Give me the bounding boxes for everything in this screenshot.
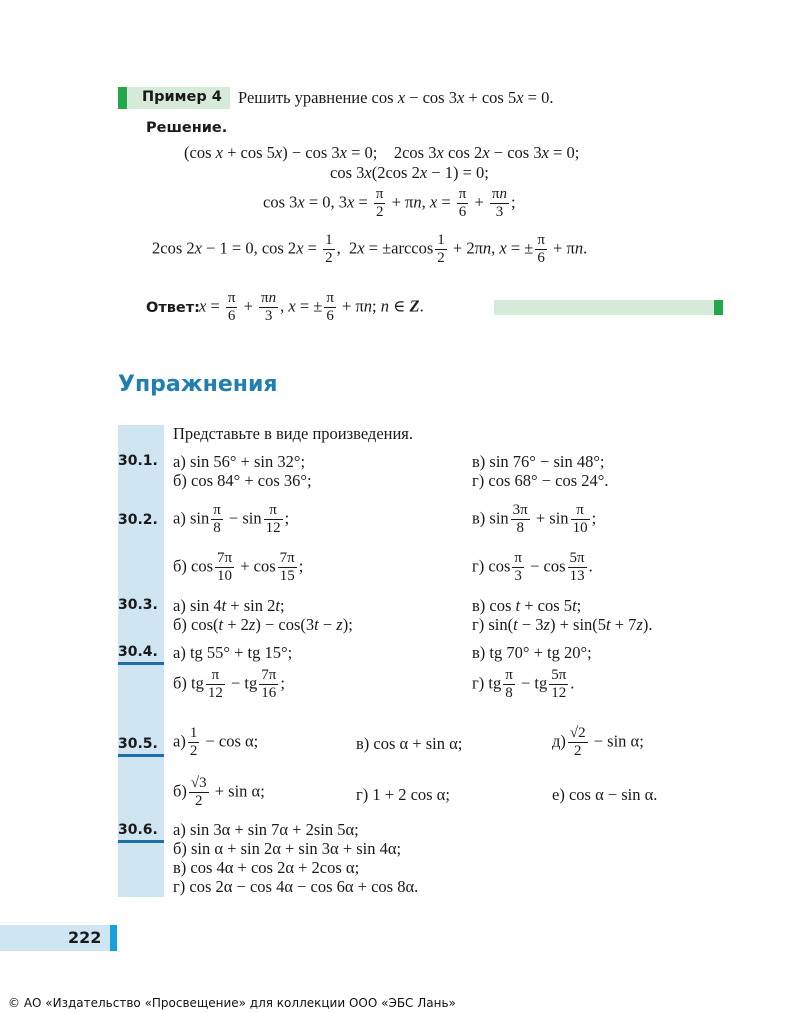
exercise-item: г) cos 68° − cos 24°. — [472, 471, 609, 490]
example-label: Пример 4 — [142, 89, 222, 105]
exercise-number: 30.5. — [118, 736, 158, 752]
answer-label: Ответ: — [146, 300, 200, 316]
exercise-item: д) $\frac{√2}{2}$ − sin α; — [552, 725, 644, 759]
exercise-number: 30.2. — [118, 512, 158, 528]
exercise-underline — [118, 662, 164, 665]
solution-label: Решение. — [146, 120, 228, 136]
exercise-item: в) cos α + sin α; — [356, 734, 463, 753]
page-number: 222 — [68, 928, 102, 947]
copyright-notice: © АО «Издательство «Просвещение» для коллекции ООО «ЭБС Лань» — [8, 996, 456, 1010]
page-number-accent — [110, 925, 117, 951]
exercise-item: б) sin α + sin 2α + sin 3α + sin 4α; — [173, 839, 402, 858]
solution-line-4: 2cos 2x − 1 = 0, cos 2x = $\frac{1}{2}$ , 2x = ±arccos $\frac{1}{2}$ + 2πn, x = ± $\frac{\pi}{6}$ + πn. — [152, 232, 588, 266]
exercise-item: е) cos α − sin α. — [552, 785, 658, 804]
answer-bar — [494, 300, 714, 315]
exercise-item: а) sin $\frac{\pi}{8}$ − sin $\frac{\pi}{12}$ ; — [173, 502, 290, 536]
exercise-item: в) sin $\frac{3\pi}{8}$ + sin $\frac{\pi}{10}$ ; — [472, 502, 597, 536]
exercise-item: г) tg $\frac{\pi}{8}$ − tg $\frac{5\pi}{12}$ . — [472, 667, 575, 701]
exercise-item: в) cos 4α + cos 2α + 2cos α; — [173, 858, 360, 877]
section-title: Упражнения — [118, 372, 278, 397]
exercise-item: г) cos 2α − cos 4α − cos 6α + cos 8α. — [173, 877, 419, 896]
example-statement: Решить уравнение cos x − cos 3x + cos 5x = 0. — [238, 88, 554, 107]
exercise-item: б) cos 84° + cos 36°; — [173, 471, 312, 490]
solution-line-2: cos 3x(2cos 2x − 1) = 0; — [330, 163, 489, 182]
exercise-underline — [118, 840, 164, 843]
exercise-item: в) tg 70° + tg 20°; — [472, 643, 592, 662]
exercise-item: а) sin 3α + sin 7α + 2sin 5α; — [173, 820, 359, 839]
exercise-item: а) tg 55° + tg 15°; — [173, 643, 293, 662]
solution-line-1: (cos x + cos 5x) − cos 3x = 0; 2cos 3x cos 2x − cos 3x = 0; — [184, 143, 580, 162]
example-marker — [118, 87, 127, 109]
exercise-item: б) tg $\frac{\pi}{12}$ − tg $\frac{7\pi}{16}$ ; — [173, 667, 285, 701]
exercise-item: а) sin 56° + sin 32°; — [173, 452, 306, 471]
exercise-item: г) 1 + 2 cos α; — [356, 785, 450, 804]
exercise-item: а) sin 4t + sin 2t; — [173, 596, 285, 615]
exercise-item: а) $\frac{1}{2}$ − cos α; — [173, 725, 259, 759]
exercise-number: 30.1. — [118, 453, 158, 469]
exercise-item: б) cos(t + 2z) − cos(3t − z); — [173, 615, 353, 634]
answer: x = $\frac{\pi}{6}$ + $\frac{\pi n}{3}$ , x = ± $\frac{\pi}{6}$ + πn; n ∈ Z. — [199, 290, 424, 324]
solution-line-3: cos 3x = 0, 3x = $\frac{\pi}{2}$ + πn, x = $\frac{\pi}{6}$ + $\frac{\pi n}{3}$ ; — [263, 186, 516, 220]
answer-bar-end — [714, 300, 723, 315]
exercise-item: г) sin(t − 3z) + sin(5t + 7z). — [472, 615, 653, 634]
exercise-item: в) cos t + cos 5t; — [472, 596, 582, 615]
exercise-item: г) cos $\frac{\pi}{3}$ − cos $\frac{5\pi}{13}$ . — [472, 550, 593, 584]
exercise-number: 30.4. — [118, 644, 158, 660]
exercise-item: в) sin 76° − sin 48°; — [472, 452, 605, 471]
exercise-number: 30.6. — [118, 822, 158, 838]
exercise-item: б) $\frac{√3}{2}$ + sin α; — [173, 775, 265, 809]
exercise-item: б) cos $\frac{7\pi}{10}$ + cos $\frac{7\pi}{15}$ ; — [173, 550, 304, 584]
exercise-number: 30.3. — [118, 597, 158, 613]
exercise-intro: Представьте в виде произведения. — [173, 424, 414, 443]
exercise-underline — [118, 754, 164, 757]
